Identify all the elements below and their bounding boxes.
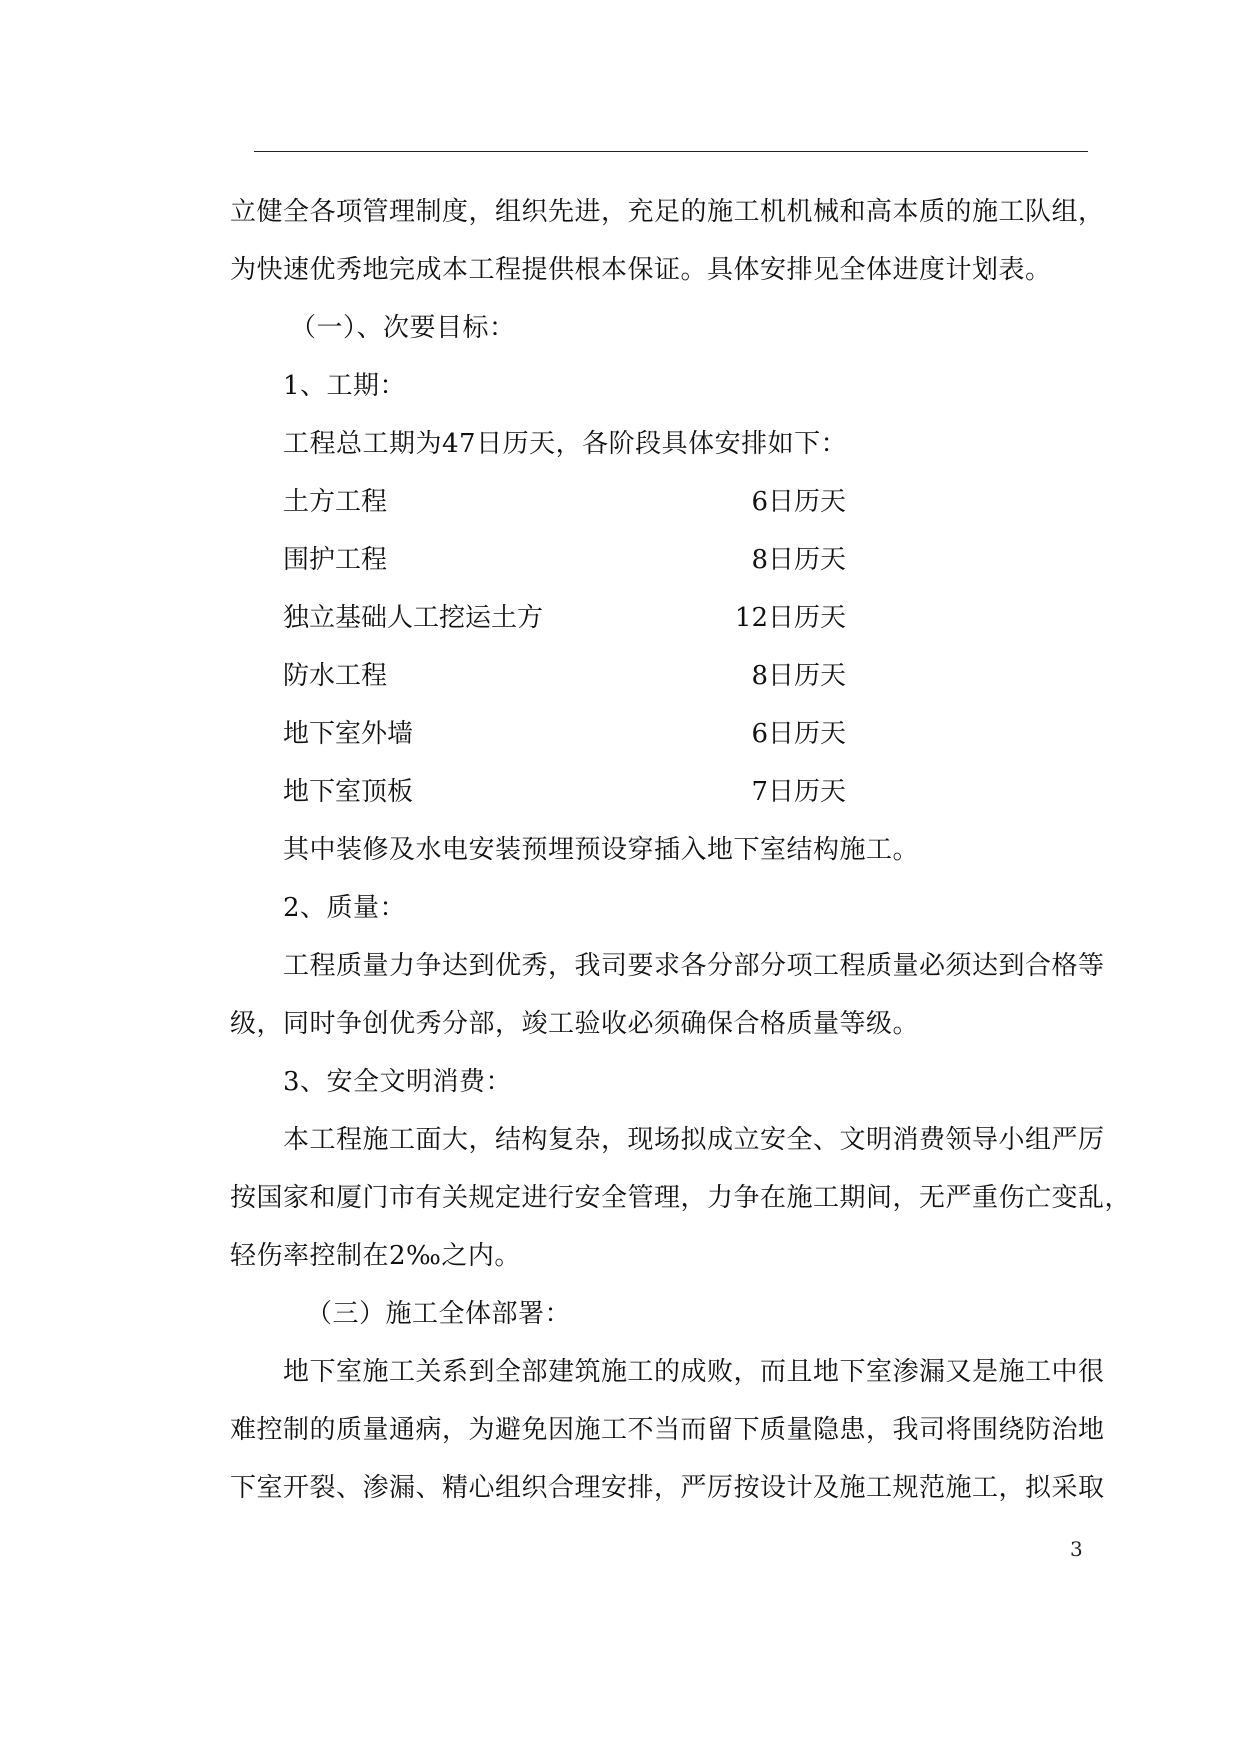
paragraph-line: 为快速优秀地完成本工程提供根本保证。具体安排见全体进度计划表。 (230, 255, 1052, 285)
paragraph-line: 工程质量力争达到优秀，我司要求各分部分项工程质量必须达到合格等 (283, 951, 1105, 981)
section-heading: （一）、次要目标： (290, 313, 516, 343)
section-heading: （三）施工全体部署： (306, 1299, 572, 1329)
schedule-item-days: 6日历天 (751, 719, 846, 749)
paragraph-line: 本工程施工面大，结构复杂，现场拟成立安全、文明消费领导小组严厉 (283, 1125, 1105, 1155)
schedule-item-days: 12日历天 (734, 603, 846, 633)
schedule-item-name: 防水工程 (283, 661, 388, 691)
paragraph-line: 难控制的质量通病，为避免因施工不当而留下质量隐患，我司将围绕防治地 (230, 1415, 1105, 1445)
paragraph-line: 其中装修及水电安装预埋预设穿插入地下室结构施工。 (283, 835, 920, 865)
schedule-item-days: 7日历天 (751, 777, 846, 807)
schedule-item-name: 地下室外墙 (283, 719, 414, 749)
paragraph-line: 轻伤率控制在2‰之内。 (230, 1241, 521, 1271)
schedule-item-days: 6日历天 (751, 487, 846, 517)
paragraph-line: 级，同时争创优秀分部，竣工验收必须确保合格质量等级。 (230, 1009, 920, 1039)
schedule-item-days: 8日历天 (751, 545, 846, 575)
paragraph-line: 按国家和厦门市有关规定进行安全管理，力争在施工期间，无严重伤亡变乱， (230, 1183, 1132, 1213)
page-number: 3 (1070, 1537, 1083, 1561)
schedule-item-name: 独立基础人工挖运土方 (283, 603, 544, 633)
paragraph-line: 立健全各项管理制度，组织先进，充足的施工机机械和高本质的施工队组， (230, 197, 1105, 227)
schedule-item-name: 围护工程 (283, 545, 388, 575)
header-rule (254, 151, 1088, 152)
schedule-item-name: 地下室顶板 (283, 777, 414, 807)
paragraph-line: 工程总工期为47日历天，各阶段具体安排如下： (283, 429, 848, 459)
subsection-heading: 1、工期： (283, 371, 407, 401)
paragraph-line: 下室开裂、渗漏、精心组织合理安排，严厉按设计及施工规范施工，拟采取 (230, 1473, 1105, 1503)
paragraph-line: 地下室施工关系到全部建筑施工的成败，而且地下室渗漏又是施工中很 (283, 1357, 1105, 1387)
subsection-heading: 3、安全文明消费： (283, 1067, 513, 1097)
subsection-heading: 2、质量： (283, 893, 407, 923)
schedule-item-name: 土方工程 (283, 487, 388, 517)
schedule-item-days: 8日历天 (751, 661, 846, 691)
